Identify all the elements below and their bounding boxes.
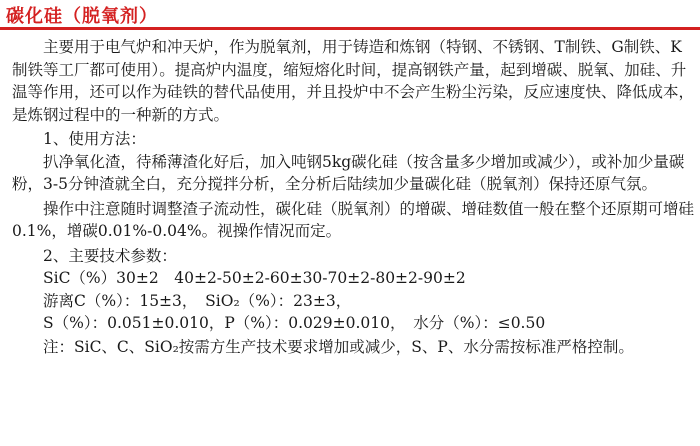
- intro-paragraph: 主要用于电气炉和冲天炉，作为脱氧剂，用于铸造和炼钢（特钢、不锈钢、T制铁、G制铁、K制铁等工厂都可使用）。提高炉内温度，缩短熔化时间，提高钢铁产量，起到增碳、脱氧、加硅、升温等作用，还可以作为硅铁的替代品使用，并且投炉中不会产生粉尘污染，反应速度快、降低成本，是炼钢过程中的一种新的方式。: [12, 38, 695, 124]
- spec-line-sulfur: S（%）：0.051±0.010，P（%）：0.029±0.010， 水分（%）：≤0.50: [43, 314, 546, 332]
- title-underline: [0, 27, 700, 30]
- spec-line-free-carbon: 游离C（%）：15±3， SiO₂（%）：23±3，: [43, 291, 352, 310]
- article-body: [12, 36, 694, 358]
- spec-line-sic: SiC（%）30±2 40±2-50±2-60±30-70±2-80±2-90±2: [43, 269, 466, 287]
- usage-paragraph-1: 扒净氧化渣，待稀薄渣化好后，加入吨钢5kg碳化硅（按含量多少增加或减少），或补加少量碳粉，3-5分钟渣就全白，充分搅拌分析，全分析后陆续加少量碳化硅（脱氧剂）保持还原气氛。: [12, 152, 685, 193]
- spec-note: 注：SiC、C、SiO₂按需方生产技术要求增加或减少，S、P、水分需按标准严格控制。: [43, 337, 634, 356]
- page-title: 碳化硅（脱氧剂）: [6, 6, 158, 27]
- usage-paragraph-2: 操作中注意随时调整渣子流动性，碳化硅（脱氧剂）的增碳、增硅数值一般在整个还原期可增硅0.1%，增碳0.01%-0.04%。视操作情况而定。: [12, 199, 695, 240]
- specs-heading: 2、主要技术参数：: [43, 246, 177, 265]
- usage-heading: 1、使用方法：: [43, 130, 146, 148]
- title-bar: [0, 0, 700, 26]
